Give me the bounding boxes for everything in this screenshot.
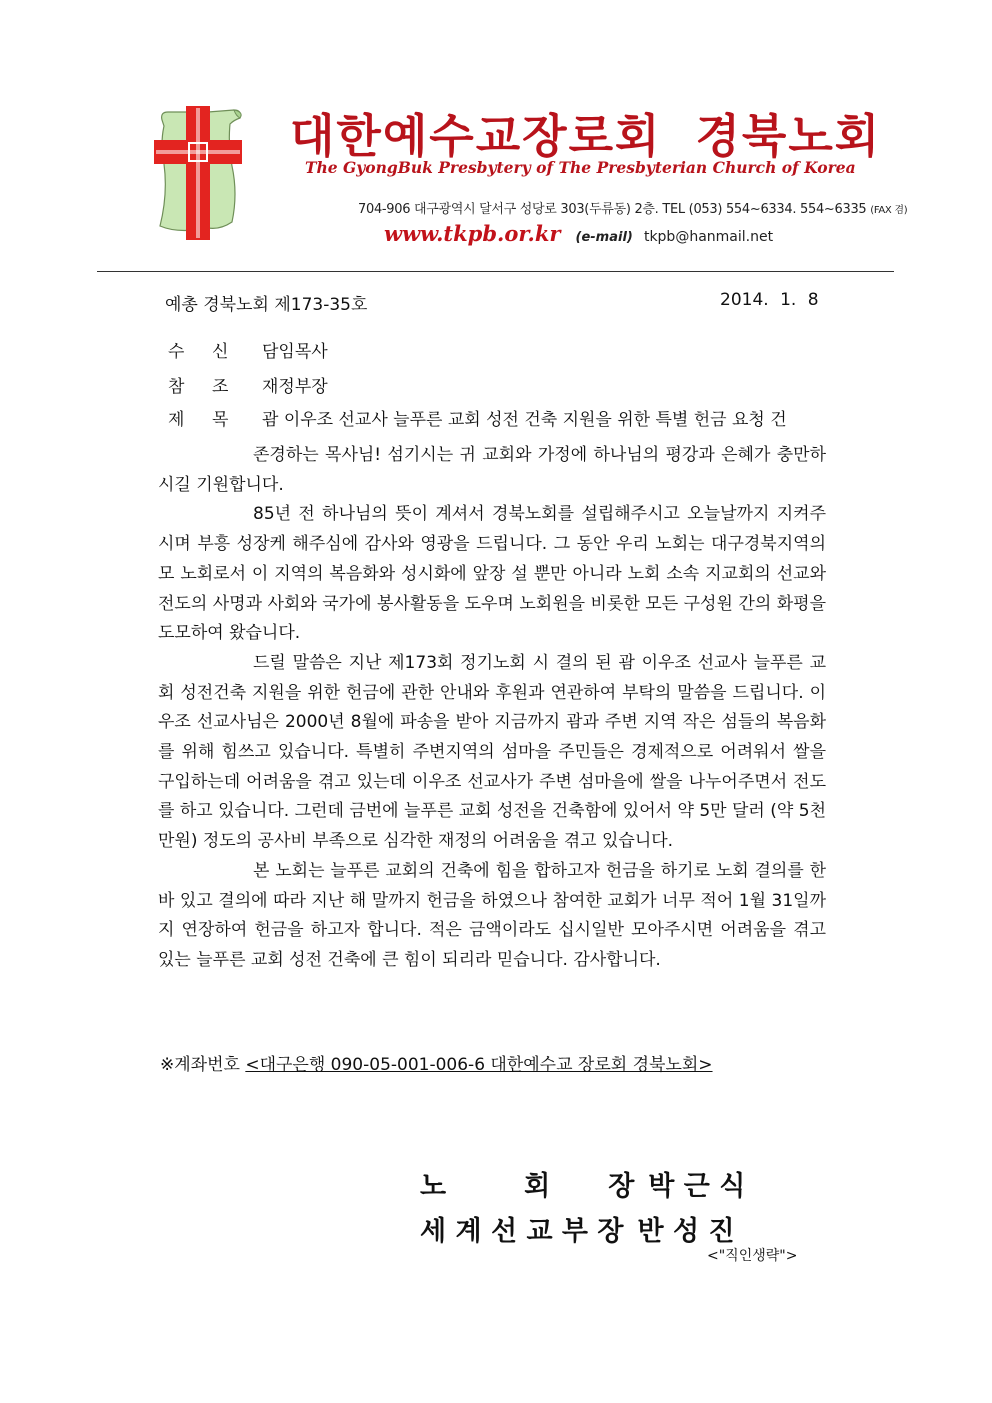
body-paragraph: 드릴 말씀은 지난 제173회 정기노회 시 결의 된 괌 이우조 선교사 늘푸른 교회 성전건축 지원을 위한 헌금에 관한 안내와 후원과 연관하여 부탁의 말씀을 드립니다. 이우조 선교사님은 2000년 8월에 파송을 받아 지금까지 괌과 주변 지역 작은 섬들의 복음화를 위해 힘쓰고 있습니다. 특별히 주변지역의 섬마을 주민들은 경제적으로 어려워서 쌀을 구입하는데 어려움을 겪고 있는데 이우조 선교사가 주변 섬마을에 쌀을 나누어주면서 전도를 하고 있습니다. 그런데 금번에 늘푸른 교회 성전을 건축함에 있어서 약 5만 달러 (약 5천 만원) 정도의 공사비 부족으로 심각한 재정의 어려움을 겪고 있습니다. [158,652,826,852]
organization-english-name: The GyongBuk Presbytery of The Presbyterian Church of Korea [305,158,856,177]
email-label: (e-mail) [575,230,633,245]
letter-body [158,441,826,976]
mission-director-title: 세 계 선 교 부 장 [420,1216,624,1247]
subject-row [168,405,787,430]
document-date: 2014. 1. 8 [720,290,819,310]
body-paragraph: 85년 전 하나님의 뜻이 계셔서 경북노회를 설립해주시고 오늘날까지 지켜주시며 부흥 성장케 해주심에 감사와 영광을 드립니다. 그 동안 우리 노회는 대구경북지역의 모 노회로서 이 지역의 복음화와 성시화에 앞장 설 뿐만 아니라 노회 소속 지교회의 선교와 전도의 사명과 사회와 국가에 봉사활동을 도우며 노회원을 비롯한 모든 구성원 간의 화평을 도모하여 왔습니다. [158,504,826,644]
moderator-title-char-3: 장 [608,1171,635,1202]
organization-address [358,198,907,217]
mission-director-signature [420,1209,735,1248]
mission-director-name: 반 성 진 [637,1216,735,1247]
header-divider [97,271,894,272]
body-paragraph: 본 노회는 늘푸른 교회의 건축에 힘을 합하고자 헌금을 하기로 노회 결의를 한 바 있고 결의에 따라 지난 해 말까지 헌금을 하였으나 참여한 교회가 너무 적어 1월 31일까지 연장하여 헌금을 하고자 합니다. 적은 금액이라도 십시일반 모아주시면 어려움을 겪고 있는 늘푸른 교회 성전 건축에 큰 힘이 되리라 믿습니다. 감사합니다. [158,860,826,970]
presbytery-logo [150,104,250,242]
body-paragraph: 존경하는 목사님! 섬기시는 귀 교회와 가정에 하나님의 평강과 은혜가 충만하시길 기원합니다. [158,445,826,495]
bank-account-line [160,1050,713,1075]
reference-label-1: 참 [168,377,185,397]
account-number: <대구은행 090-05-001-006-6 대한예수교 장로회 경북노회> [245,1055,713,1075]
subject-label-1: 제 [168,410,185,430]
address-text: 704-906 대구광역시 달서구 성당로 303(두류동) 2층. TEL (053) 554~6334. 554~6335 [358,202,867,217]
website-link[interactable]: www.tkpb.or.kr [384,221,561,246]
recipient-label-1: 수 [168,342,185,362]
fax-note: (FAX 겸) [870,205,908,216]
recipient-label-2: 신 [212,342,229,362]
moderator-title-char-1: 노 [420,1171,447,1202]
document-number: 예총 경북노회 제173-35호 [165,295,368,315]
email-link[interactable]: tkpb@hanmail.net [643,229,774,245]
recipient-value: 담임목사 [262,342,328,362]
organization-name-part1: 대한예수교장로회 [290,109,662,163]
organization-name-part2: 경북노회 [695,109,882,163]
presbytery-moderator-signature [420,1164,745,1203]
contact-line [384,221,773,246]
subject-label-2: 목 [212,410,229,430]
seal-omitted-note: <"직인생략"> [707,1248,798,1264]
reference-value: 재정부장 [262,377,328,397]
account-label: ※계좌번호 [160,1055,246,1075]
moderator-name: 박 근 식 [648,1171,746,1202]
reference-row [168,372,328,397]
recipient-row [168,337,328,362]
subject-value: 괌 이우조 선교사 늘푸른 교회 성전 건축 지원을 위한 특별 헌금 요청 건 [262,410,787,430]
reference-label-2: 조 [212,377,229,397]
organization-name [290,100,881,166]
moderator-title-char-2: 회 [524,1171,551,1202]
cross-scroll-icon [150,104,250,242]
